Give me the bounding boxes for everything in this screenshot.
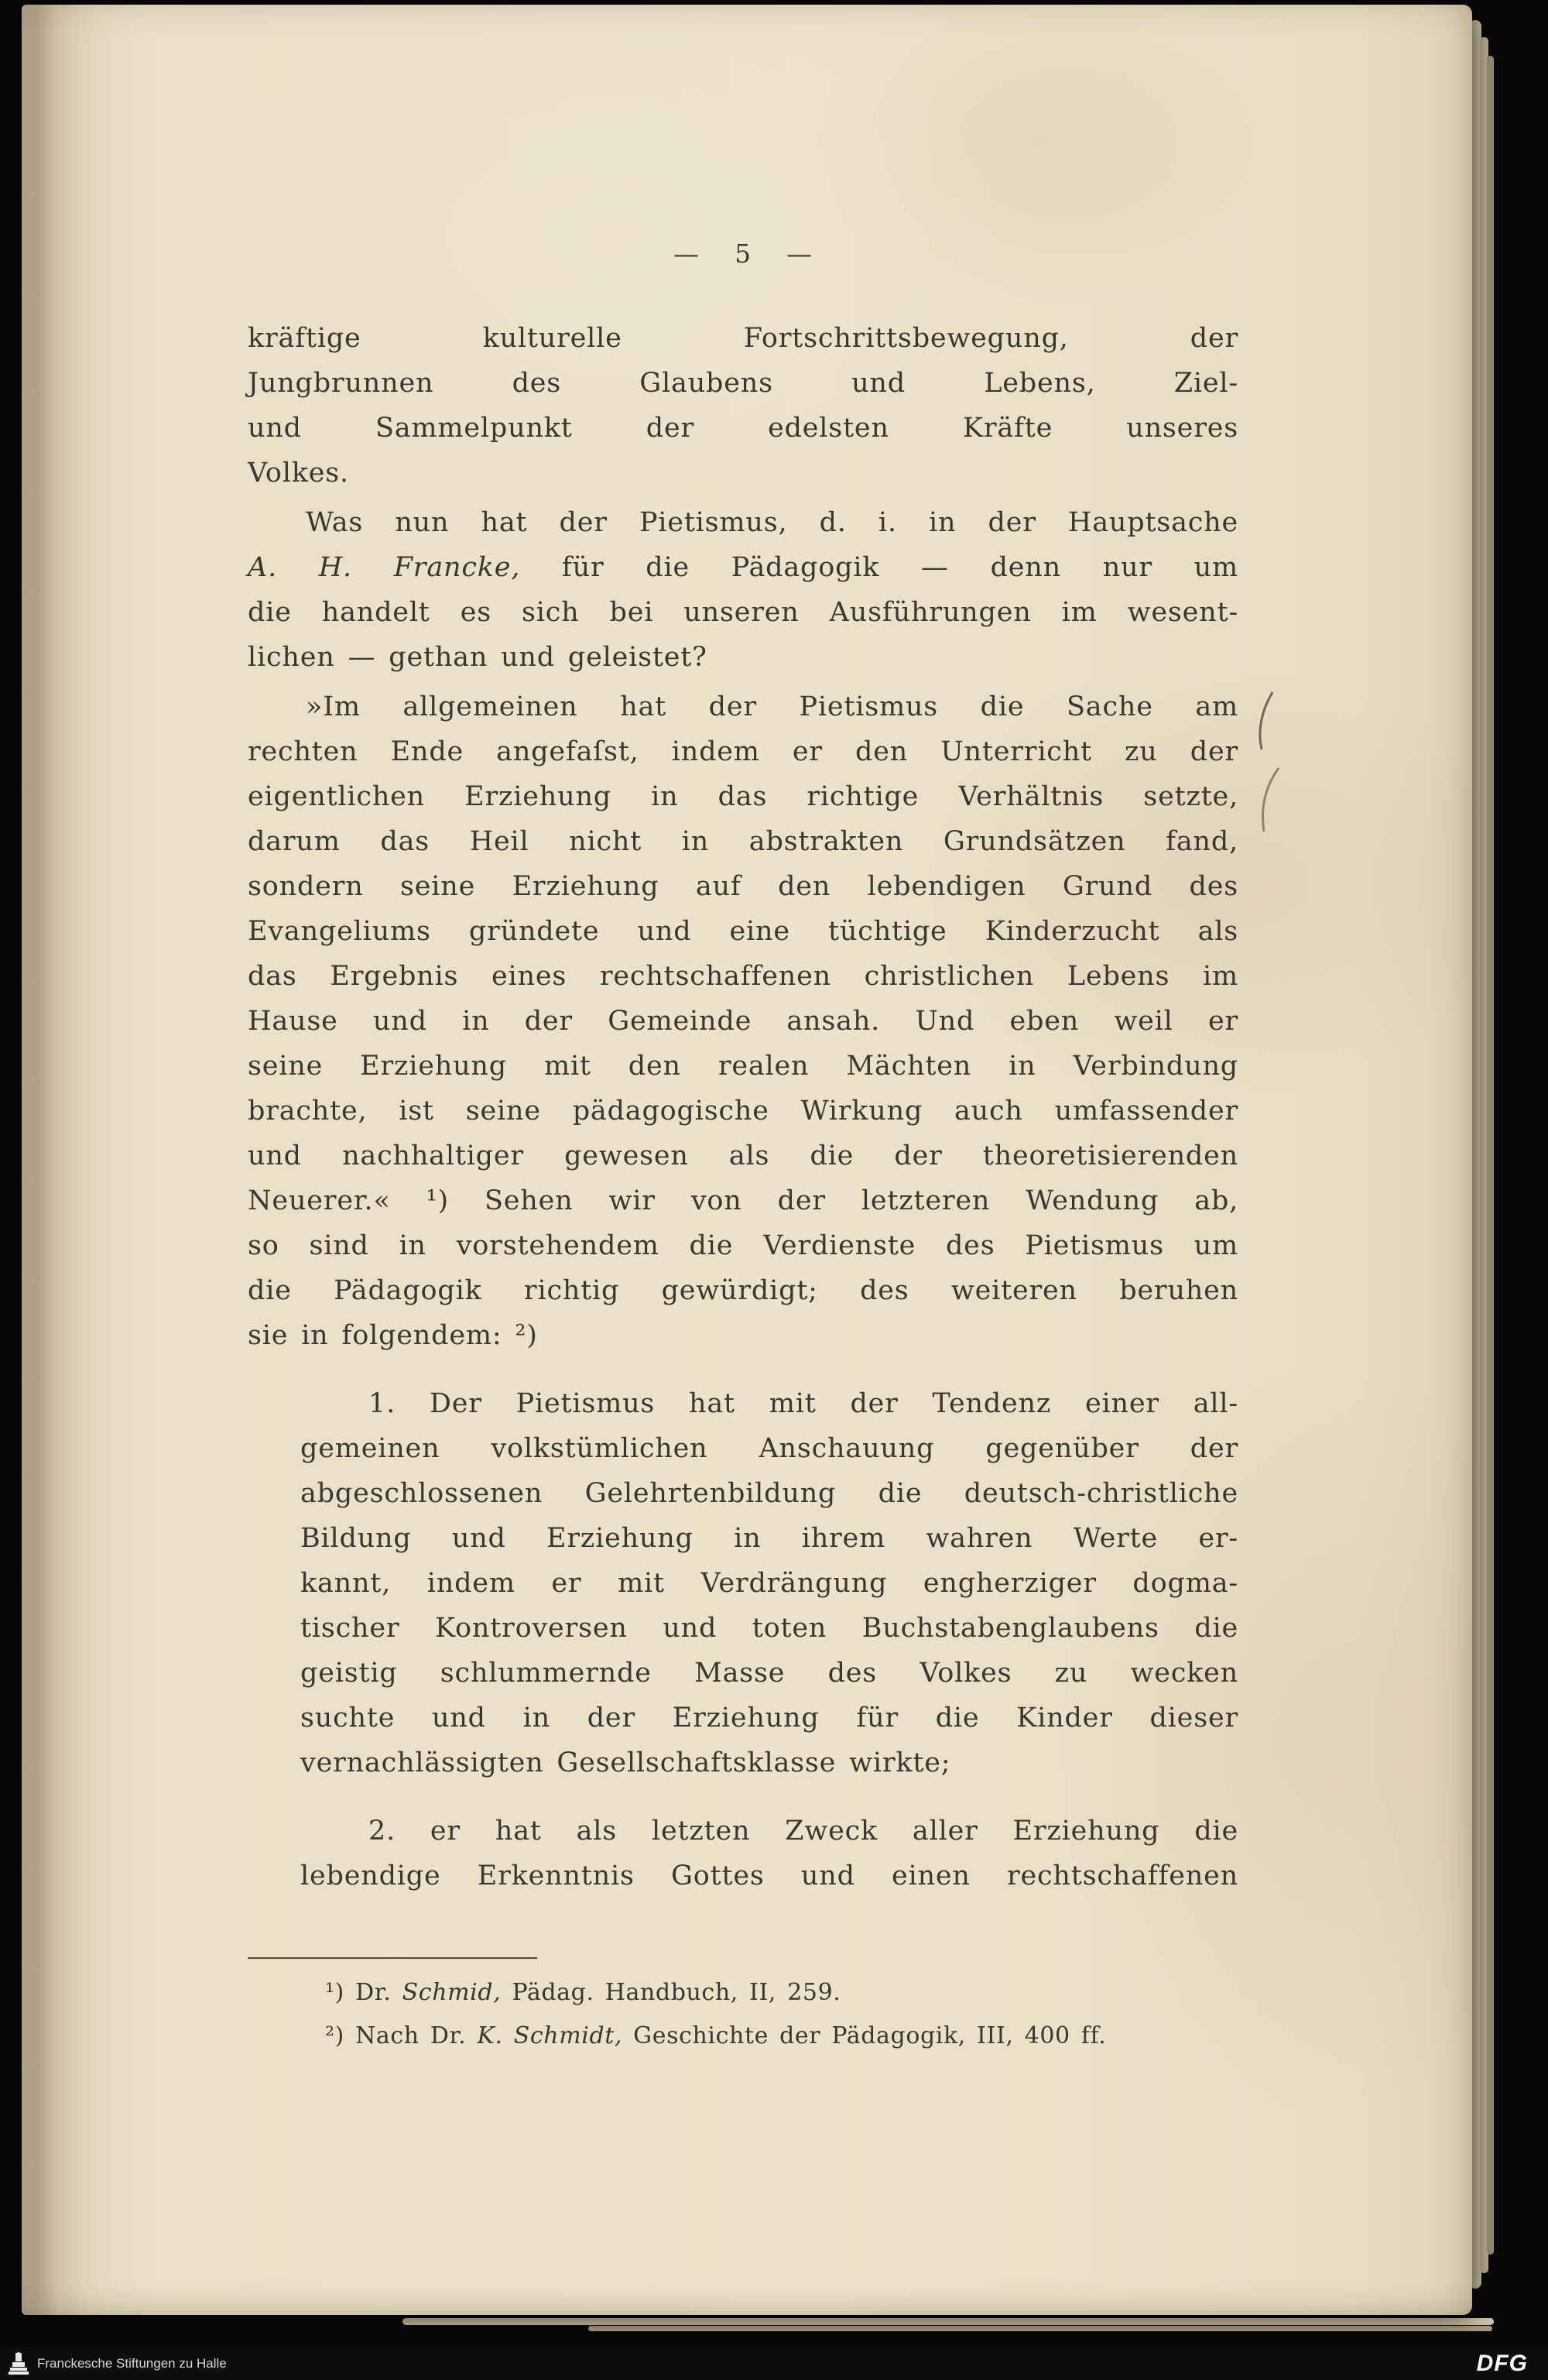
text-segment: Geschichte der Pädagogik, III, 400 ff. (622, 2022, 1107, 2049)
text-segment: das Ergebnis eines rechtschaffenen christlichen Lebens im (248, 961, 1238, 992)
text-line (248, 999, 1238, 1044)
text-line (248, 864, 1238, 909)
text-segment: die Pädagogik richtig gewürdigt; des weiteren beruhen (248, 1275, 1238, 1306)
paragraph (248, 500, 1238, 680)
text-line (300, 1426, 1238, 1471)
text-segment: kannt, indem er mit Verdrängung engherziger dogma- (300, 1568, 1238, 1599)
text-segment: kräftige kulturelle Fortschrittsbewegung, der (248, 323, 1238, 354)
footnote-separator (248, 1957, 537, 1959)
text-line (248, 1313, 1238, 1358)
text-line (248, 1044, 1238, 1089)
text-segment: seine Erziehung mit den realen Mächten in Verbindung (248, 1051, 1238, 1082)
page-edge-right-3 (1487, 56, 1494, 2255)
text-line (248, 500, 1238, 545)
text-line (300, 1381, 1238, 1426)
text-line (248, 451, 1238, 496)
text-line (248, 635, 1238, 680)
text-line (300, 1606, 1238, 1651)
text-segment: geistig schlummernde Masse des Volkes zu wecken (300, 1658, 1238, 1689)
text-segment: und nachhaltiger gewesen als die der theoretisierenden (248, 1140, 1238, 1171)
text-line (248, 406, 1238, 451)
page-number: — 5 — (673, 238, 813, 269)
text-segment: K. Schmidt, (477, 2022, 623, 2049)
text-line (248, 729, 1238, 774)
text-line (248, 590, 1238, 635)
text-segment: gemeinen volkstümlichen Anschauung gegenüber der (300, 1433, 1238, 1464)
text-segment: A. H. Francke, (248, 552, 521, 583)
paragraph (248, 684, 1238, 1358)
paragraph (248, 316, 1238, 496)
text-line (300, 1651, 1238, 1696)
text-segment: Jungbrunnen des Glaubens und Lebens, Ziel- (248, 368, 1238, 399)
text-body (248, 237, 1238, 1898)
text-line (300, 1561, 1238, 1606)
text-segment: 1. Der Pietismus hat mit der Tendenz einer all- (368, 1388, 1238, 1419)
text-segment: sie in folgendem: ²) (248, 1320, 538, 1351)
text-segment: lebendige Erkenntnis Gottes und einen rechtschaffenen (300, 1860, 1238, 1891)
footnotes (248, 1957, 1238, 2058)
text-segment: eigentlichen Erziehung in das richtige Verhältnis setzte, (248, 781, 1238, 812)
text-segment: ¹) Dr. (325, 1979, 402, 2006)
text-segment: Bildung und Erziehung in ihrem wahren Werte er- (300, 1523, 1238, 1554)
text-line (300, 1471, 1238, 1516)
text-line (248, 774, 1238, 819)
text-segment: Neuerer.« ¹) Sehen wir von der letzteren Wendung ab, (248, 1185, 1238, 1216)
text-line (248, 954, 1238, 999)
text-line (300, 1516, 1238, 1561)
footer-bar (0, 2347, 1548, 2380)
text-line (248, 1223, 1238, 1268)
margin-pen-mark (1248, 689, 1286, 844)
text-line (248, 361, 1238, 406)
paragraph (300, 1809, 1238, 1898)
text-segment: ²) Nach Dr. (325, 2022, 478, 2049)
text-segment: tischer Kontroversen und toten Buchstabenglaubens die (300, 1613, 1238, 1644)
text-segment: die handelt es sich bei unseren Ausführungen im wesent- (248, 597, 1238, 628)
dfg-logo[interactable]: DFG (1476, 2351, 1528, 2376)
text-line (300, 1854, 1238, 1898)
footnote-list (248, 1971, 1238, 2058)
text-segment: suchte und in der Erziehung für die Kinder dieser (300, 1703, 1238, 1734)
text-line (248, 1178, 1238, 1223)
text-line (248, 1133, 1238, 1178)
text-segment: rechten Ende angefaſst, indem er den Unterricht zu der (248, 736, 1238, 767)
paragraph (300, 1381, 1238, 1785)
text-segment: so sind in vorstehendem die Verdienste des Pietismus um (248, 1230, 1238, 1261)
text-line (300, 1740, 1238, 1785)
text-line (248, 819, 1238, 864)
text-line (248, 545, 1238, 590)
text-segment: 2. er hat als letzten Zweck aller Erziehung die (368, 1816, 1238, 1847)
text-segment: brachte, ist seine pädagogische Wirkung auch umfassender (248, 1096, 1238, 1127)
footnote (248, 2015, 1238, 2058)
page-edge-bottom-1 (402, 2318, 1494, 2325)
text-segment: Pädag. Handbuch, II, 259. (501, 1979, 841, 2006)
franckesche-stiftungen-logo-icon (8, 2352, 29, 2375)
text-segment: vernachlässigten Gesellschaftsklasse wirkte; (300, 1747, 951, 1778)
text-segment: für die Pädagogik — denn nur um (520, 552, 1238, 583)
text-line (300, 1809, 1238, 1854)
text-line (300, 1696, 1238, 1740)
text-line (248, 1268, 1238, 1313)
text-segment: »Im allgemeinen hat der Pietismus die Sache am (306, 691, 1238, 722)
text-segment: Hause und in der Gemeinde ansah. Und eben weil er (248, 1006, 1238, 1037)
text-segment: Was nun hat der Pietismus, d. i. in der Hauptsache (306, 507, 1238, 538)
footnote (248, 1971, 1238, 2015)
book-page-scan (22, 5, 1472, 2315)
institution-name: Franckesche Stiftungen zu Halle (37, 2356, 227, 2371)
text-line (248, 1089, 1238, 1133)
text-line (248, 684, 1238, 729)
text-body-lines (248, 316, 1238, 1898)
text-segment: Volkes. (248, 458, 349, 489)
page-edge-bottom-2 (588, 2326, 1492, 2331)
text-segment: und Sammelpunkt der edelsten Kräfte unseres (248, 413, 1238, 444)
text-segment: abgeschlossenen Gelehrtenbildung die deutsch-christliche (300, 1478, 1238, 1509)
text-segment: darum das Heil nicht in abstrakten Grundsätzen fand, (248, 826, 1238, 857)
text-segment: Evangeliums gründete und eine tüchtige Kinderzucht als (248, 916, 1238, 947)
text-segment: Schmid, (402, 1979, 502, 2006)
text-line (248, 316, 1238, 361)
institution-branding[interactable] (8, 2352, 227, 2375)
text-segment: sondern seine Erziehung auf den lebendigen Grund des (248, 871, 1238, 902)
text-line (248, 909, 1238, 954)
text-segment: lichen — gethan und geleistet? (248, 642, 707, 673)
